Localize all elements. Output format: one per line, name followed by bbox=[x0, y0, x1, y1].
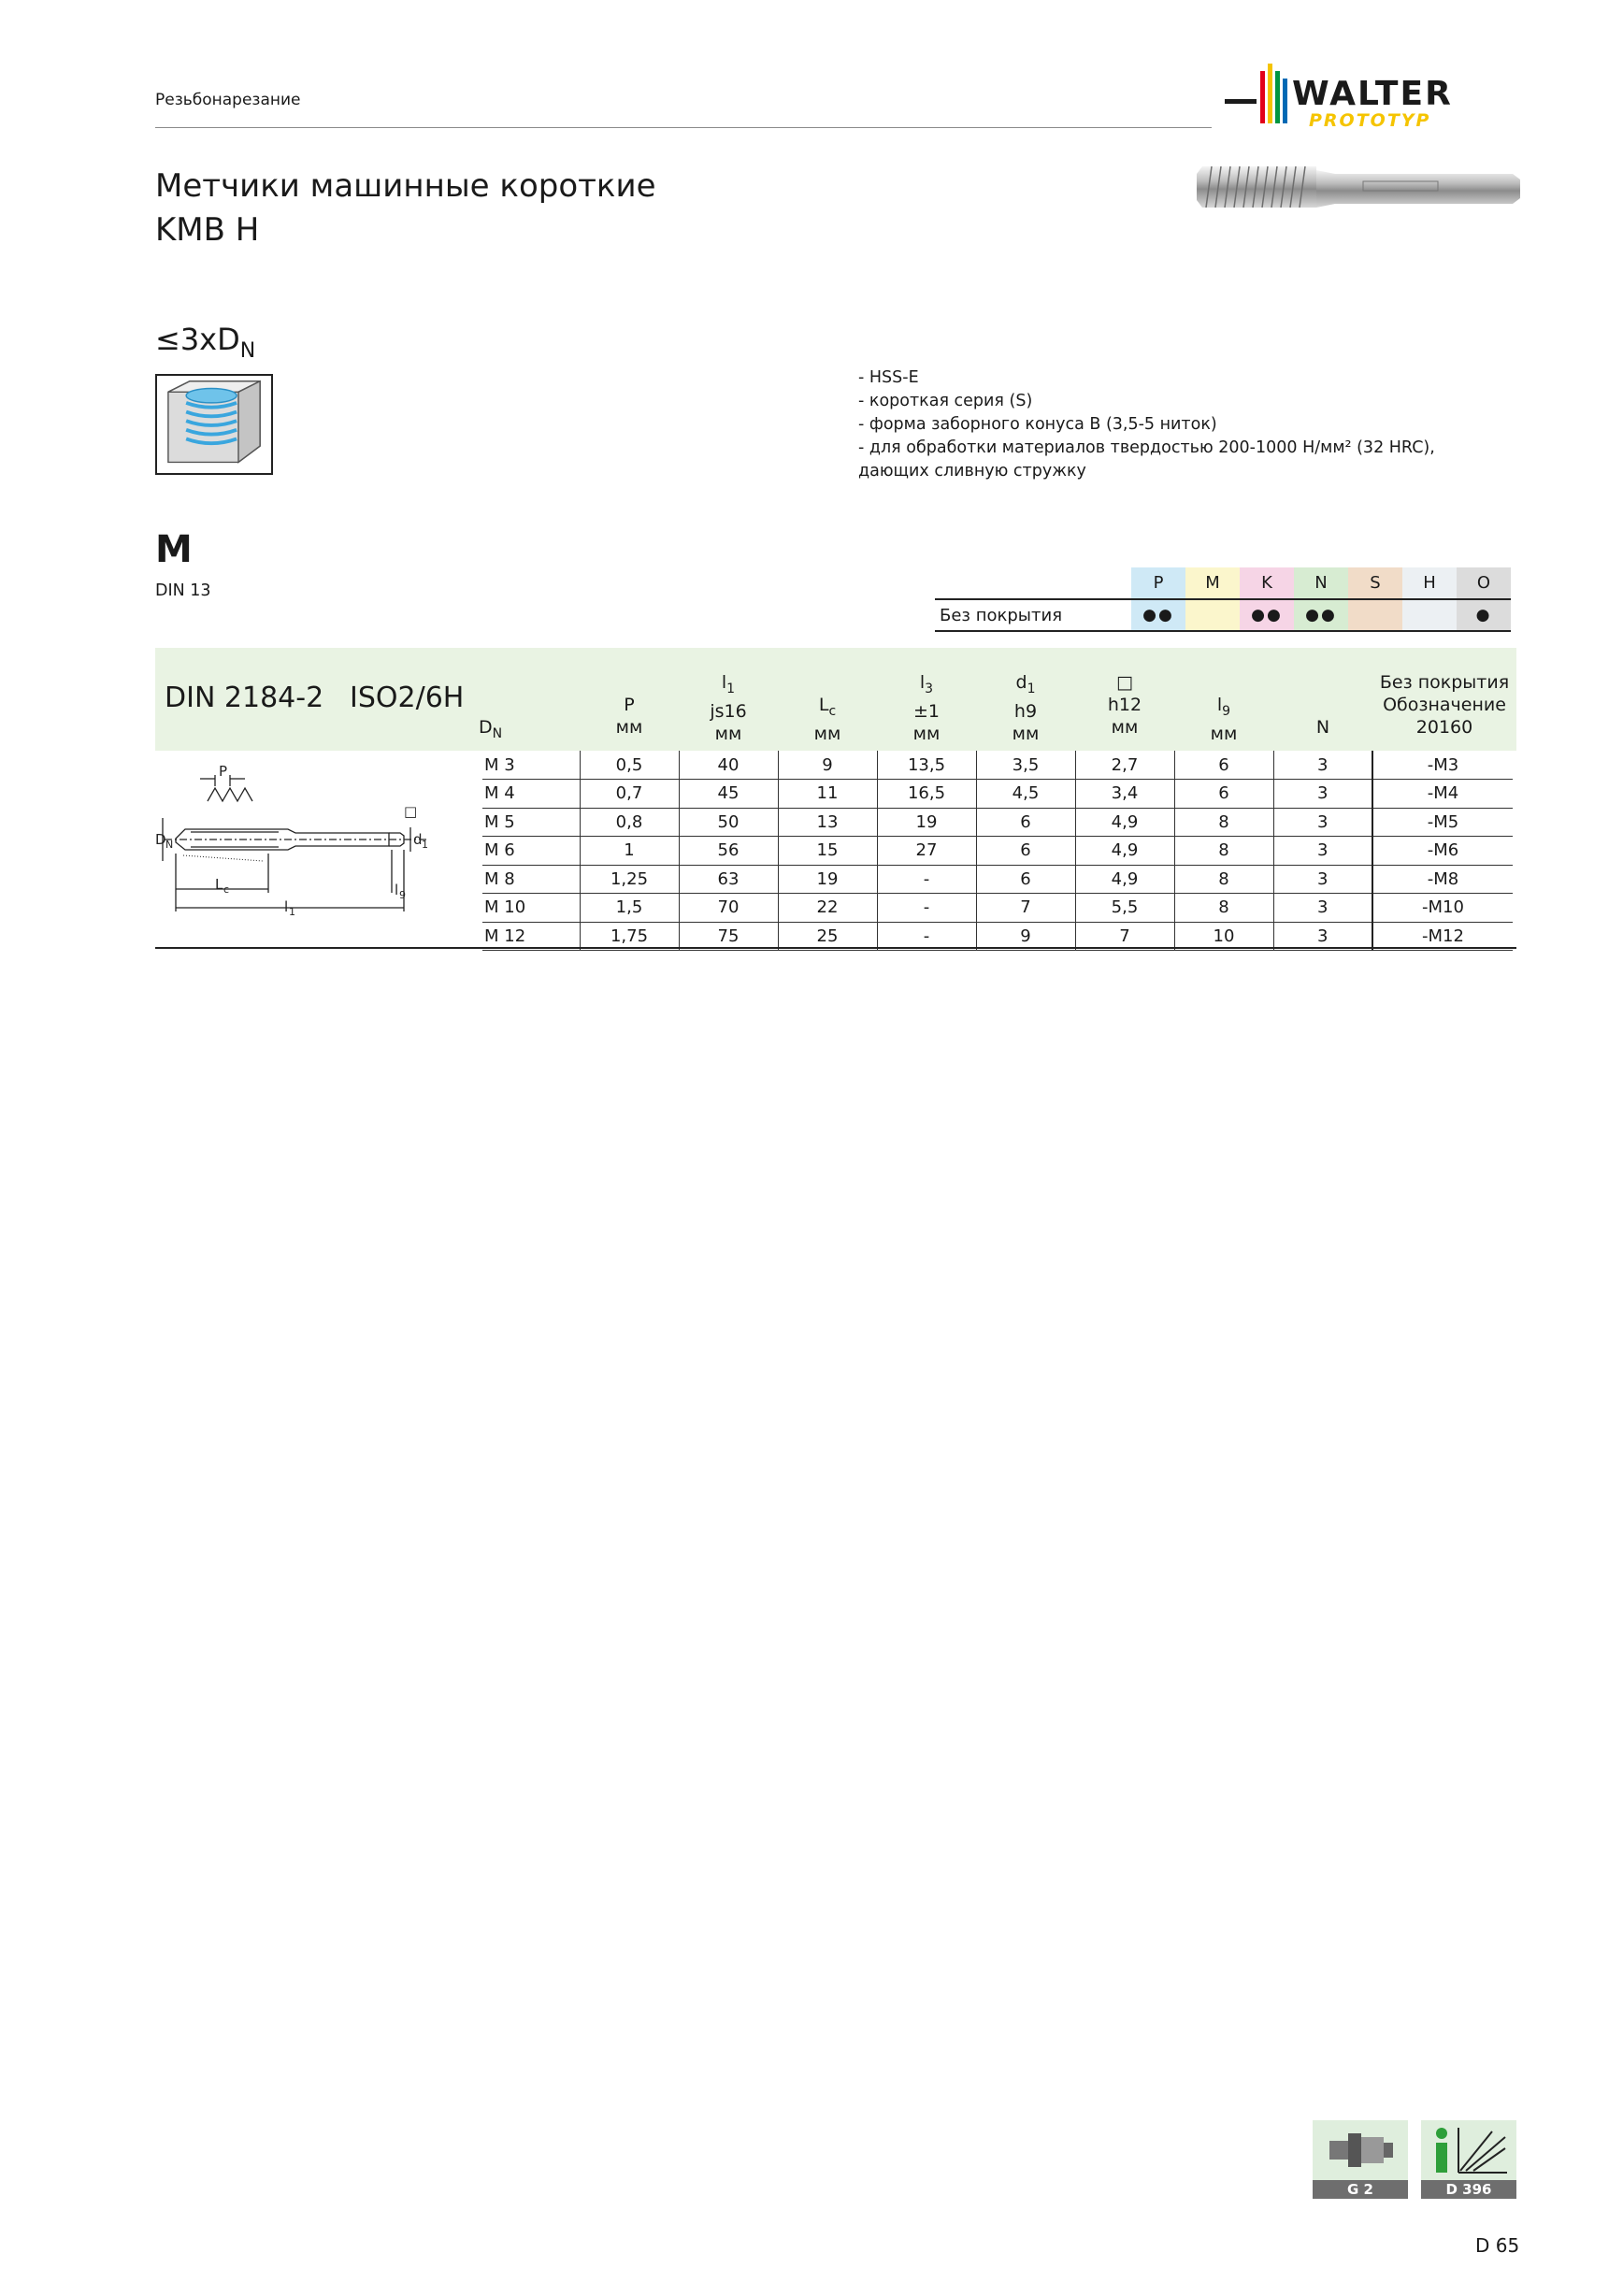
cell-l1: 40 bbox=[679, 751, 778, 780]
feature-item: дающих сливную стружку bbox=[858, 462, 1086, 481]
cell-l3: 16,5 bbox=[877, 780, 976, 809]
cell-n: 3 bbox=[1273, 780, 1372, 809]
cell-l9: 8 bbox=[1174, 808, 1273, 837]
table-row bbox=[482, 780, 1513, 809]
col-header-dn: $D_N$ bbox=[479, 717, 503, 741]
tap-dimension-drawing bbox=[155, 753, 445, 940]
material-code: M bbox=[1185, 567, 1240, 599]
header-divider bbox=[155, 127, 1212, 128]
thread-depth-label bbox=[155, 322, 255, 363]
title-line-2: KMB H bbox=[155, 211, 260, 249]
reference-g2[interactable] bbox=[1313, 2120, 1408, 2199]
tolerance-class: ISO2/6H bbox=[350, 682, 465, 714]
thread-type: M bbox=[155, 528, 193, 571]
cell-d1: 6 bbox=[976, 865, 1075, 894]
table-row bbox=[482, 808, 1513, 837]
material-rating: ● bbox=[1457, 599, 1511, 631]
page-number: D 65 bbox=[1475, 2234, 1520, 2257]
info-chart-icon bbox=[1421, 2120, 1516, 2180]
cell-l9: 8 bbox=[1174, 837, 1273, 866]
material-rating: ●● bbox=[1294, 599, 1348, 631]
col-header-p: P мм bbox=[615, 695, 643, 738]
cell-lc: 25 bbox=[778, 922, 877, 951]
svg-text:c: c bbox=[223, 883, 230, 896]
cell-dn: M 5 bbox=[482, 808, 580, 837]
material-code: O bbox=[1457, 567, 1511, 599]
walter-logo bbox=[1225, 60, 1524, 135]
material-rating: ●● bbox=[1131, 599, 1185, 631]
cell-p: 0,5 bbox=[580, 751, 679, 780]
svg-text:□: □ bbox=[404, 803, 418, 820]
table-row bbox=[482, 922, 1513, 951]
cell-sq: 7 bbox=[1075, 922, 1174, 951]
cell-sq: 5,5 bbox=[1075, 894, 1174, 923]
cell-order: -M4 bbox=[1372, 780, 1513, 809]
cell-l3: 19 bbox=[877, 808, 976, 837]
cell-p: 1,75 bbox=[580, 922, 679, 951]
cell-dn: M 6 bbox=[482, 837, 580, 866]
svg-text:N: N bbox=[165, 839, 174, 851]
cell-order: -M3 bbox=[1372, 751, 1513, 780]
feature-item: - короткая серия (S) bbox=[858, 392, 1033, 410]
feature-item: - HSS-E bbox=[858, 368, 919, 387]
cell-lc: 15 bbox=[778, 837, 877, 866]
svg-text:P: P bbox=[219, 763, 228, 780]
cell-lc: 11 bbox=[778, 780, 877, 809]
svg-text:9: 9 bbox=[399, 889, 406, 901]
cell-dn: M 12 bbox=[482, 922, 580, 951]
table-row bbox=[482, 865, 1513, 894]
feature-list bbox=[858, 366, 1435, 483]
section-label: Резьбонарезание bbox=[155, 91, 301, 109]
svg-text:D: D bbox=[155, 831, 166, 848]
blind-hole-icon bbox=[155, 374, 273, 475]
col-header-square: □ h12 мм bbox=[1107, 672, 1142, 738]
cell-sq: 4,9 bbox=[1075, 837, 1174, 866]
svg-text:1: 1 bbox=[289, 906, 295, 918]
cell-l9: 6 bbox=[1174, 751, 1273, 780]
cell-n: 3 bbox=[1273, 922, 1372, 951]
material-code: K bbox=[1240, 567, 1294, 599]
cell-sq: 2,7 bbox=[1075, 751, 1174, 780]
cell-l1: 75 bbox=[679, 922, 778, 951]
standard-title: DIN 2184-2 bbox=[165, 682, 324, 714]
cell-n: 3 bbox=[1273, 837, 1372, 866]
cell-p: 1,5 bbox=[580, 894, 679, 923]
dimension-table bbox=[482, 751, 1513, 951]
cell-d1: 6 bbox=[976, 808, 1075, 837]
reference-label: D 396 bbox=[1421, 2180, 1516, 2199]
coating-label: Без покрытия bbox=[935, 599, 1131, 631]
svg-text:d: d bbox=[413, 831, 423, 848]
col-header-l3: $l_3$ ±1 мм bbox=[912, 672, 941, 744]
material-code: N bbox=[1294, 567, 1348, 599]
feature-item: - для обработки материалов твердостью 200-1000 Н/мм² (32 HRC), bbox=[858, 438, 1435, 457]
cell-l9: 6 bbox=[1174, 780, 1273, 809]
cell-order: -M8 bbox=[1372, 865, 1513, 894]
cell-dn: M 4 bbox=[482, 780, 580, 809]
col-header-d1: $d_1$ h9 мм bbox=[1012, 672, 1040, 744]
feature-item: - форма заборного конуса B (3,5-5 ниток) bbox=[858, 415, 1217, 434]
material-rating bbox=[1348, 599, 1402, 631]
cell-lc: 13 bbox=[778, 808, 877, 837]
cell-d1: 3,5 bbox=[976, 751, 1075, 780]
svg-text:1: 1 bbox=[422, 839, 428, 851]
cell-l9: 10 bbox=[1174, 922, 1273, 951]
cell-l1: 50 bbox=[679, 808, 778, 837]
depth-prefix: ≤3xD bbox=[155, 322, 240, 357]
holder-icon bbox=[1313, 2120, 1408, 2180]
cell-l3: 27 bbox=[877, 837, 976, 866]
cell-l3: 13,5 bbox=[877, 751, 976, 780]
col-header-l9: $l_9$ мм bbox=[1210, 695, 1238, 744]
cell-l3: - bbox=[877, 894, 976, 923]
cell-l3: - bbox=[877, 865, 976, 894]
depth-sub: N bbox=[239, 339, 256, 363]
material-code: P bbox=[1131, 567, 1185, 599]
cell-l1: 45 bbox=[679, 780, 778, 809]
cell-sq: 4,9 bbox=[1075, 808, 1174, 837]
cell-order: -M5 bbox=[1372, 808, 1513, 837]
cell-dn: M 8 bbox=[482, 865, 580, 894]
col-header-lc: $L_c$ мм bbox=[813, 695, 841, 744]
cell-dn: M 3 bbox=[482, 751, 580, 780]
cell-order: -M6 bbox=[1372, 837, 1513, 866]
material-table bbox=[935, 567, 1511, 632]
cell-sq: 3,4 bbox=[1075, 780, 1174, 809]
cell-l9: 8 bbox=[1174, 894, 1273, 923]
cell-l9: 8 bbox=[1174, 865, 1273, 894]
cell-d1: 9 bbox=[976, 922, 1075, 951]
cell-lc: 19 bbox=[778, 865, 877, 894]
tap-photo bbox=[1195, 161, 1522, 213]
cell-d1: 4,5 bbox=[976, 780, 1075, 809]
table-row bbox=[482, 837, 1513, 866]
svg-text:WALTER: WALTER bbox=[1292, 75, 1453, 113]
cell-lc: 22 bbox=[778, 894, 877, 923]
cell-n: 3 bbox=[1273, 894, 1372, 923]
page-title bbox=[155, 165, 655, 252]
reference-d396[interactable] bbox=[1421, 2120, 1516, 2199]
material-rating bbox=[1185, 599, 1240, 631]
svg-text:l: l bbox=[395, 882, 399, 898]
cell-p: 0,8 bbox=[580, 808, 679, 837]
cell-d1: 7 bbox=[976, 894, 1075, 923]
material-code: S bbox=[1348, 567, 1402, 599]
cell-l1: 70 bbox=[679, 894, 778, 923]
title-line-1: Метчики машинные короткие bbox=[155, 167, 656, 205]
reference-label: G 2 bbox=[1313, 2180, 1408, 2199]
cell-dn: M 10 bbox=[482, 894, 580, 923]
cell-n: 3 bbox=[1273, 808, 1372, 837]
cell-l3: - bbox=[877, 922, 976, 951]
table-row bbox=[482, 751, 1513, 780]
thread-standard: DIN 13 bbox=[155, 581, 211, 600]
cell-p: 0,7 bbox=[580, 780, 679, 809]
cell-sq: 4,9 bbox=[1075, 865, 1174, 894]
cell-p: 1 bbox=[580, 837, 679, 866]
cell-d1: 6 bbox=[976, 837, 1075, 866]
svg-text:l: l bbox=[284, 898, 289, 915]
material-code: H bbox=[1402, 567, 1457, 599]
cell-n: 3 bbox=[1273, 865, 1372, 894]
cell-l1: 63 bbox=[679, 865, 778, 894]
cell-lc: 9 bbox=[778, 751, 877, 780]
cell-p: 1,25 bbox=[580, 865, 679, 894]
material-rating: ●● bbox=[1240, 599, 1294, 631]
col-header-n: N bbox=[1315, 717, 1330, 738]
col-header-order: Без покрытия Обозначение 20160 bbox=[1379, 672, 1510, 738]
svg-text:L: L bbox=[215, 876, 223, 893]
material-rating bbox=[1402, 599, 1457, 631]
svg-text:PROTOTYP: PROTOTYP bbox=[1309, 110, 1431, 131]
cell-n: 3 bbox=[1273, 751, 1372, 780]
table-bottom-rule bbox=[155, 947, 1516, 949]
table-row bbox=[482, 894, 1513, 923]
cell-order: -M12 bbox=[1372, 922, 1513, 951]
cell-l1: 56 bbox=[679, 837, 778, 866]
col-header-l1: $l_1$ js16 мм bbox=[710, 672, 747, 744]
cell-order: -M10 bbox=[1372, 894, 1513, 923]
